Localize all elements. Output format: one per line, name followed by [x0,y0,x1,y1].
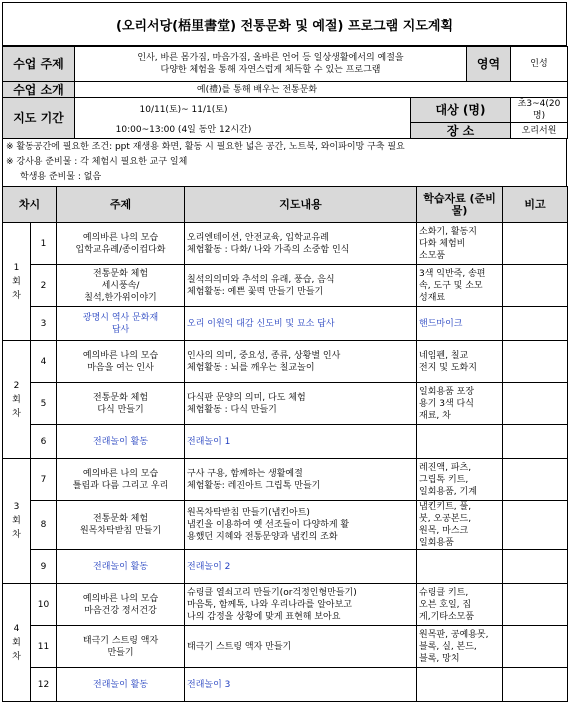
intro-label: 수업 소개 [3,82,75,98]
row-topic: 예의바른 나의 모습 마음건강 정서건강 [57,584,185,626]
header-remarks: 비고 [503,187,568,223]
note-line: ※ 활동공간에 필요한 조건: ppt 재생용 화면, 활동 시 필요한 넓은 공간, 노트북, 와이파이망 구축 필요 [6,142,405,152]
session-group-label: 2 회 차 [3,341,31,459]
row-remarks [503,265,568,307]
table-row [3,341,568,383]
session-group-label: 3 회 차 [3,459,31,584]
row-remarks [503,626,568,668]
row-materials [417,668,503,702]
session-number: 1 [31,223,57,265]
row-remarks [503,459,568,501]
row-remarks [503,584,568,626]
row-content: 인사의 의미, 중요성, 종류, 상황별 인사 체험활동 : 뇌를 깨우는 칠교놀이 [185,341,417,383]
table-row [3,459,568,501]
row-topic: 예의바른 나의 모습 틀림과 다름 그리고 우리 [57,459,185,501]
row-materials: 핸드마이크 [417,307,503,341]
table-row [3,626,568,668]
row-materials: 냅킨키트, 풀, 붓, 오공본드, 원목, 마스크 일회용품 [417,501,503,550]
row-content: 태극기 스트링 액자 만들기 [185,626,417,668]
row-content: 구사 구용, 함께하는 생활예절 체험활동: 레진아트 그립톡 만들기 [185,459,417,501]
table-row [3,265,568,307]
note-line: ※ 강사용 준비물 : 각 체험시 필요한 교구 일체 [6,157,188,167]
row-materials: 레진액, 파츠, 그립톡 키트, 일회용품, 기계 [417,459,503,501]
row-content: 오리엔테이션, 안전교육, 입학교유례 체험활동 : 다화/ 나와 가족의 소중함 인식 [185,223,417,265]
session-number: 7 [31,459,57,501]
row-topic: 태극기 스트링 액자 만들기 [57,626,185,668]
row-topic: 예의바른 나의 모습 입학교유례/종이컵다화 [57,223,185,265]
period-time: 10:00~13:00 (4일 동안 12시간) [75,123,411,139]
period-label: 지도 기간 [3,98,75,139]
row-content: 전래놀이 3 [185,668,417,702]
row-remarks [503,341,568,383]
row-topic: 전통문화 체험 원목차탁받침 만들기 [57,501,185,550]
document-title: (오리서당(梧里書堂) 전통문화 및 예절) 프로그램 지도계획 [2,2,567,46]
place-label: 장 소 [411,123,511,139]
session-number: 6 [31,425,57,459]
lesson-plan-document [2,2,567,702]
table-row [3,223,568,265]
row-topic: 예의바른 나의 모습 마음을 여는 인사 [57,341,185,383]
session-number: 3 [31,307,57,341]
header-session: 차시 [3,187,57,223]
session-number: 9 [31,550,57,584]
note-line: 학생용 준비물 : 없음 [20,172,102,182]
row-topic: 전래놀이 활동 [57,550,185,584]
session-number: 10 [31,584,57,626]
plan-table [2,186,568,702]
table-row [3,425,568,459]
notes-block [2,139,567,186]
row-content: 슈링클 열쇠고리 만들기(or걱정인형만들기) 마음톡, 함께톡, 나와 우리나라를 알아보고 나의 감정을 상황에 맞게 표현해 보아요 [185,584,417,626]
table-row [3,307,568,341]
row-remarks [503,383,568,425]
session-group-label: 1 회 차 [3,223,31,341]
topic-label: 수업 주제 [3,47,75,82]
row-topic: 전통문화 체험 세시풍속/ 칠석,한가위이야기 [57,265,185,307]
table-row [3,584,568,626]
row-remarks [503,668,568,702]
topic-value: 인사, 바른 몸가짐, 마음가짐, 올바른 언어 등 일상생활에서의 예절을 다양한 체험을 통해 자연스럽게 체득할 수 있는 프로그램 [75,47,467,82]
intro-value: 예(禮)를 통해 배우는 전통문화 [75,82,568,98]
session-group-label: 4 회 차 [3,584,31,702]
row-remarks [503,425,568,459]
row-materials: 슈링클 키트, 오븐 호일, 집 게,기타소모품 [417,584,503,626]
row-topic: 전통문화 체험 다식 만들기 [57,383,185,425]
table-row [3,383,568,425]
table-row [3,501,568,550]
row-materials: 소화기, 활동지 다화 체험비 소모품 [417,223,503,265]
session-number: 8 [31,501,57,550]
row-content: 오리 이원익 대감 신도비 및 묘소 답사 [185,307,417,341]
row-content: 칠석의의미와 추석의 유래, 풍습, 음식 체험활동: 예쁜 꽃떡 만들기 만들기 [185,265,417,307]
session-number: 11 [31,626,57,668]
table-row [3,668,568,702]
header-topic: 주제 [57,187,185,223]
row-materials: 3색 익반죽, 송편 속, 도구 및 소모 성재료 [417,265,503,307]
row-topic: 전래놀이 활동 [57,668,185,702]
row-materials [417,425,503,459]
row-topic: 광명시 역사 문화재 답사 [57,307,185,341]
header-content: 지도내용 [185,187,417,223]
row-remarks [503,501,568,550]
area-label: 영역 [467,47,511,82]
target-label: 대상 (명) [411,98,511,123]
area-value: 인성 [511,47,568,82]
row-remarks [503,223,568,265]
table-row [3,550,568,584]
row-materials: 원목판, 공예용못, 블록, 실, 본드, 블록, 망치 [417,626,503,668]
row-content: 전래놀이 1 [185,425,417,459]
row-materials: 네임펜, 칠교 전지 및 도화지 [417,341,503,383]
row-remarks [503,550,568,584]
row-materials: 일회용품 포장 용기 3색 다식 재료, 차 [417,383,503,425]
row-materials [417,550,503,584]
period-dates: 10/11(토)~ 11/1(토) [75,98,411,123]
target-value: 초3~4(20명) [511,98,568,123]
row-content: 다식판 문양의 의미, 다도 체험 체험활동 : 다식 만들기 [185,383,417,425]
session-number: 4 [31,341,57,383]
row-content: 전래놀이 2 [185,550,417,584]
row-topic: 전래놀이 활동 [57,425,185,459]
info-table [2,46,568,139]
session-number: 5 [31,383,57,425]
session-number: 12 [31,668,57,702]
header-materials: 학습자료 (준비물) [417,187,503,223]
row-remarks [503,307,568,341]
place-value: 오리서원 [511,123,568,139]
session-number: 2 [31,265,57,307]
row-content: 원목차탁받침 만들기(냅킨아트) 냅킨을 이용하여 옛 선조들이 다양하게 활 용했던 지혜와 전통문양과 냅킨의 조화 [185,501,417,550]
